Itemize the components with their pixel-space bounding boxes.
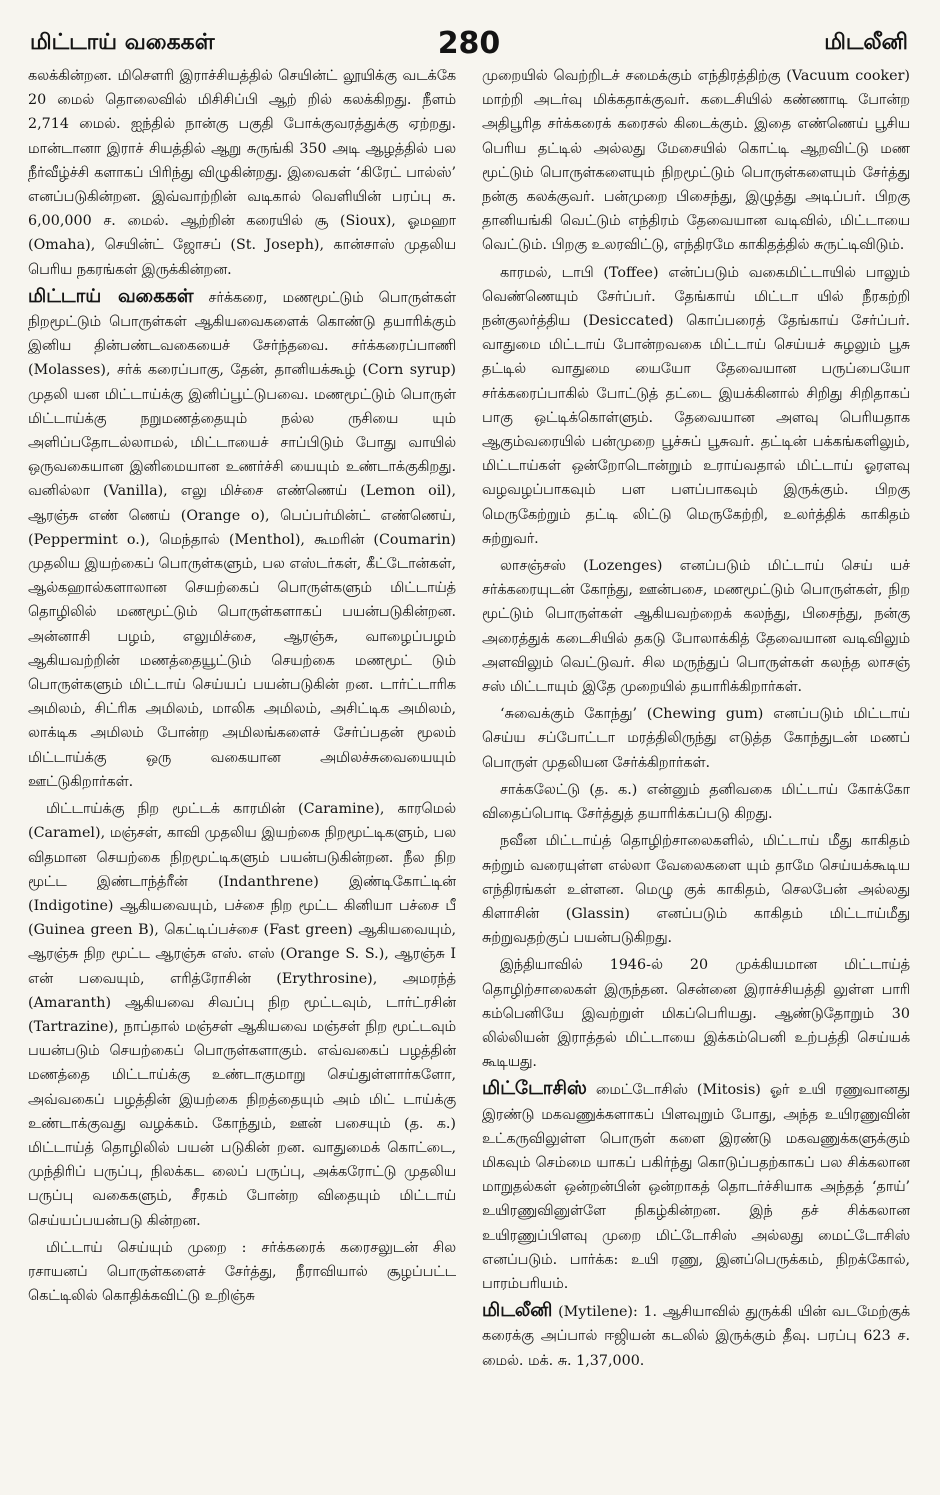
coloring-paragraph: மிட்டாய்க்கு நிற மூட்டக் காரமின் (Caramine), காரமெல் (Caramel), மஞ்சள், காவி முதலிய இயற்கை நிறமூட்டிகளும், பல விதமான செயற்கை நிறமூட்டிகளும் பயன்படுகின்றன. நீல நிற மூட்ட இண்டாந்த்ரீன் (Indanthrene) இண்டிகோட்டின் (Indigotine) ஆகியவையும், பச்சை நிற மூட்ட கினியா பச்சை பீ (Guinea green B), கெட்டிப்பச்சை (Fast green) ஆகியவையும், ஆரஞ்சு நிற மூட்ட ஆரஞ்சு எஸ். எஸ் (Orange S. S.), ஆரஞ்சு I என் பவையும், எரித்ரோசின் (Erythrosine), அமரந்த் (Amaranth) ஆகியவை சிவப்பு நிற மூட்டவும், டார்ட்ரசின் (Tartrazine), நாப்தால் மஞ்சள் ஆகியவை மஞ்சள் நிற மூட்டவும் பயன்படும் செயற்கைப் பொருள்களாகும். எவ்வகைப் பழத்தின் மணத்தை மிட்டாய்க்கு உண்டாகுமாறு செய்துள்ளார்களோ, அவ்வகைப் பழத்தின் இயற்கை நிறத்தையும் அம் மிட் டாய்க்கு உண்டாக்குவது வழக்கம். கோந்தும், ஊன் பசையும் (த. க.) மிட்டாய்த் தொழிலில் பயன் படுகின் றன. வாதுமைக் கொட்டை, முந்திரிப் பருப்பு, நிலக்கட லைப் பருப்பு, அக்கரோட்டு முதலிய பருப்பு வகைகளும், சீரகம் போன்ற விதையும் மிட்டாய் செய்யப்பயன்படு கின்றன. [28,801,456,1229]
running-head-right: மிடலீனி [824,30,908,55]
right-column [482,64,910,1474]
entry-mitosis [482,1077,910,1296]
page-header [28,14,910,64]
entry-mitosis-body: மைட்டோசிஸ் (Mitosis) ஓர் உயி ரணுவானது இரண்டு மகவணுக்களாகப் பிளவுறும் போது, அந்த உயிரணுவின் உட்கருவிலுள்ள பொருள் களை இரண்டு மகவணுக்களுக்கும் மிகவும் செம்மை யாகப் பகிர்ந்து கொடுப்பதற்காகப் பல சிக்கலான மாறுதல்கள் ஒன்றன்பின் ஒன்றாகத் தொடர்ச்சியாக அந்தத் ‘தாய்’ உயிரணுவினுள்ளே நிகழ்கின்றன. இந் தச் சிக்கலான உயிரணுப்பிளவு முறை மிட்டோசிஸ் அல்லது மைட்டோசிஸ் எனப்படும். பார்க்க: உயி ரணு, இனப்பெருக்கம், நிறக்கோல், பாரம்பரியம். [482,1082,910,1292]
missouri-continuation: கலக்கின்றன. மிசௌரி இராச்சியத்தில் செயின்ட் லூயிக்கு வடக்கே 20 மைல் தொலைவில் மிசிசிப்பி ஆற் றில் கலக்கிறது. நீளம் 2,714 மைல். ஐந்தில் நான்கு பகுதி போக்குவரத்துக்கு ஏற்றது. மான்டானா இராச் சியத்தில் ஆறு சுருங்கி 350 அடி ஆழத்தில் பல நீர்வீழ்ச்சி களாகப் பிரிந்து விழுகின்றது. இவைகள் ‘கிரேட் பால்ஸ்’ எனப்படுகின்றன. இவ்வாற்றின் வடிகால் வெளியின் பரப்பு சு. 6,00,000 ச. மைல். ஆற்றின் கரையில் சூ (Sioux), ஓமஹா (Omaha), செயின்ட் ஜோசப் (St. Joseph), கான்சாஸ் முதலிய பெரிய நகரங்கள் இருக்கின்றன. [28,68,456,278]
running-head-left: மிட்டாய் வகைகள் [30,30,215,55]
india-paragraph: இந்தியாவில் 1946-ல் 20 முக்கியமான மிட்டாய்த் தொழிற்சாலைகள் இருந்தன. சென்னை இராச்சியத்தி லுள்ள பாரி கம்பெனியே இவற்றுள் மிகப்பெரியது. ஆண்டுதோறும் 30 லில்லியன் இராத்தல் மிட்டாயை இக்கம்பெனி உற்பத்தி செய்யக் கூடியது. [482,957,910,1071]
entry-sweets [28,285,456,794]
headword-sweets: மிட்டாய் வகைகள் [28,285,194,307]
lozenges-paragraph: லாசஞ்சஸ் (Lozenges) எனப்படும் மிட்டாய் செய் யச் சர்க்கரையுடன் கோந்து, ஊன்பசை, மணமூட்டும் பொருள்கள், நிற மூட்டும் பொருள்கள் ஆகியவற்றைக் கலந்து, பிசைந்து, நன்கு அரைத்துக் கடைசியில் தகடு போலாக்கித் தேவையான வடிவிலும் அளவிலும் வெட்டுவர். சில மருந்துப் பொருள்கள் கலந்த லாசஞ் சஸ் மிட்டாயும் இதே முறையில் தயாரிக்கிறார்கள். [482,558,910,696]
factories-paragraph: நவீன மிட்டாய்த் தொழிற்சாலைகளில், மிட்டாய் மீது காகிதம் சுற்றும் வரையுள்ள எல்லா வேலைகளை யும் தாமே செய்யக்கூடிய எந்திரங்கள் உள்ளன. மெழு குக் காகிதம், செலபேன் அல்லது கிளாசின் (Glassin) எனப்படும் காகிதம் மிட்டாய்மீது சுற்றுவதற்குப் பயன்படுகிறது. [482,833,910,947]
chewing-gum-paragraph: ‘சுவைக்கும் கோந்து’ (Chewing gum) எனப்படும் மிட்டாய் செய்ய சப்போட்டா மரத்திலிருந்து எடுத்த கோந்துடன் மணப் பொருள் முதலியன சேர்க்கிறார்கள். [482,706,910,771]
entry-sweets-body: சர்க்கரை, மணமூட்டும் பொருள்கள் நிறமூட்டும் பொருள்கள் ஆகியவைகளைக் கொண்டு தயாரிக்கும் இனிய தின்பண்டவகையைச் சேர்ந்தவை. சர்க்கரைப்பாணி (Molasses), சர்க் கரைப்பாகு, தேன், தானியக்கூழ் (Corn syrup) முதலி யன மிட்டாய்க்கு இனிப்பூட்டுபவை. மணமூட்டும் பொருள் மிட்டாய்க்கு நறுமணத்தையும் நல்ல ருசியை யும் அளிப்பதோடல்லாமல், மிட்டாயைச் சாப்பிடும் போது வாயில் ஒருவகையான இனிமையான உணர்ச்சி யையும் உண்டாக்குகிறது. வனில்லா (Vanilla), எலு மிச்சை எண்ணெய் (Lemon oil), ஆரஞ்சு எண் ணெய் (Orange o), பெப்பர்மின்ட் எண்ணெய், (Peppermint o.), மெந்தால் (Menthol), கூமரின் (Coumarin) முதலிய இயற்கைப் பொருள்களும், பல எஸ்டர்கள், கீட்டோன்கள், ஆல்கஹால்களாலான செயற்கைப் பொருள்களும் மிட்டாய்த் தொழிலில் மணமூட்டும் பொருள்களாகப் பயன்படுகின்றன. அன்னாசி பழம், எலுமிச்சை, ஆரஞ்சு, வாழைப்பழம் ஆகியவற்றின் மணத்தையூட்டும் செயற்கை மணமூட் டும் பொருள்களும் மிட்டாய் செய்யப் பயன்படுகின் றன. டார்ட்டாரிக அமிலம், சிட்ரிக அமிலம், மாலிக அமிலம், அசிட்டிக அமிலம், லாக்டிக அமிலம் போன்ற அமிலங்களைச் சேர்ப்பதன் மூலம் மிட்டாய்க்கு ஒரு வகையான அமிலச்சுவையையும் ஊட்டுகிறார்கள். [28,289,456,790]
left-column [28,64,456,1474]
text-columns [28,64,910,1474]
headword-mytilene: மிடலீனி [482,1300,553,1322]
page-number: 280 [437,26,501,61]
headword-mitosis: மிட்டோசிஸ் [482,1078,587,1100]
toffee-paragraph: காரமல், டாபி (Toffee) என்ப்படும் வகைமிட்டாயில் பாலும் வெண்ணெயும் சேர்ப்பர். தேங்காய் மிட்டா யில் நீரகற்றி நன்குலர்த்திய (Desiccated) கொப்பரைத் தேங்காய் சேர்ப்பர். வாதுமை மிட்டாய் போன்றவகை மிட்டாய் செய்யச் சுழலும் பூசு தட்டில் வாதுமை யையோ தேவையான பருப்பையோ சர்க்கரைப்பாகில் போட்டுத் தட்டை இயக்கினால் சிறிது சிறிதாகப் பாகு ஒட்டிக்கொள்ளும். தேவையான அளவு பெரியதாக ஆகும்வரையில் பன்முறை பூச்சுப் பூசுவர். தட்டின் பக்கங்களிலும், மிட்டாய்கள் ஒன்றோடொன்றும் உராய்வதால் மிட்டாய் ஓரளவு வழவழப்பாகவும் பள பளப்பாகவும் இருக்கும். பிறகு மெருகேற்றும் தட்டி லிட்டு மெருகேற்றி, உலர்த்திக் காகிதம் சுற்றுவர். [482,264,910,547]
method-paragraph: மிட்டாய் செய்யும் முறை : சர்க்கரைக் கரைசலுடன் சில ரசாயனப் பொருள்களைச் சேர்த்து, நீராவியால் சூழப்பட்ட கெட்டிலில் கொதிக்கவிட்டு உறிஞ்சு [28,1239,456,1305]
entry-mytilene-body: (Mytilene): 1. ஆசியாவில் துருக்கி யின் வடமேற்குக் கரைக்கு அப்பால் ஈஜியன் கடலில் இருக்கும் தீவு. பரப்பு 623 ச. மைல். மக். சு. 1,37,000. [482,1304,910,1369]
entry-mytilene [482,1299,910,1373]
method-continuation: முறையில் வெற்றிடச் சமைக்கும் எந்திரத்திற்கு (Vacuum cooker) மாற்றி அடர்வு மிக்கதாக்குவர். கடைசியில் கண்ணாடி போன்ற அதிபூரித சர்க்கரைக் கரைசல் கிடைக்கும். இதை எண்ணெய் பூசிய பெரிய தட்டில் அல்லது மேசையில் கொட்டி ஆறவிட்டு மண மூட்டும் பொருள்களையும் நிறமூட்டும் பொருள்களையும் சேர்த்து நன்கு கலக்குவர். பன்முறை பிசைந்து, இழுத்து அடிப்பர். பிறகு தானியங்கி வெட்டும் எந்திரம் தேவையான வடிவில், மிட்டாயை வெட்டும். பிறகு உலரவிட்டு, எந்திரமே காகிதத்தில் சுருட்டிவிடும். [482,68,910,254]
chocolate-paragraph: சாக்கலேட்டு (த. க.) என்னும் தனிவகை மிட்டாய் கோக்கோ விதைப்பொடி சேர்த்துத் தயாரிக்கப்படு கிறது. [482,781,910,823]
